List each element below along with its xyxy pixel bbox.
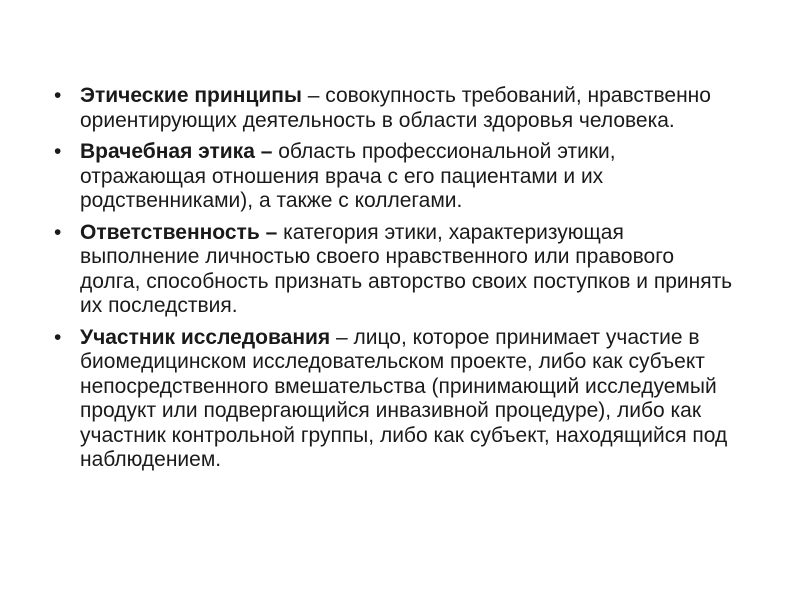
definition-medical-ethics: область профессиональной этики, отражающая отношения врача с его пациентами и их родственниками), а также с коллегами. [80, 140, 616, 212]
list-item-responsibility [50, 221, 740, 319]
list-item-research-participant [50, 326, 740, 473]
bullet-icon: • [54, 325, 62, 349]
bullet-icon: • [54, 220, 62, 244]
definition-research-participant: – лицо, которое принимает участие в биомедицинском исследовательском проекте, либо как субъект непосредственного вмешательства (принимающий исследуемый продукт или подвергающийся инвазивной процедуре), либо как участник контрольной группы, либо как субъект, находящийся под наблюдением. [80, 325, 728, 471]
term-ethical-principles: Этические принципы [80, 84, 302, 107]
definitions-list [50, 84, 740, 480]
term-medical-ethics: Врачебная этика – [80, 140, 273, 163]
term-research-participant: Участник исследования [80, 325, 331, 349]
list-item-medical-ethics [50, 140, 740, 214]
bullet-icon: • [54, 140, 62, 163]
bullet-icon: • [54, 84, 62, 107]
definition-responsibility: категория этики, характеризующая выполнение личностью своего нравственного или правового долга, способность признать авторство своих поступков и принять их последствия. [80, 220, 733, 317]
list-item-ethical-principles [50, 84, 740, 133]
term-responsibility: Ответственность – [80, 220, 278, 244]
definition-ethical-principles: – совокупность требований, нравственно ориентирующих деятельность в области здоровья человека. [80, 84, 711, 132]
